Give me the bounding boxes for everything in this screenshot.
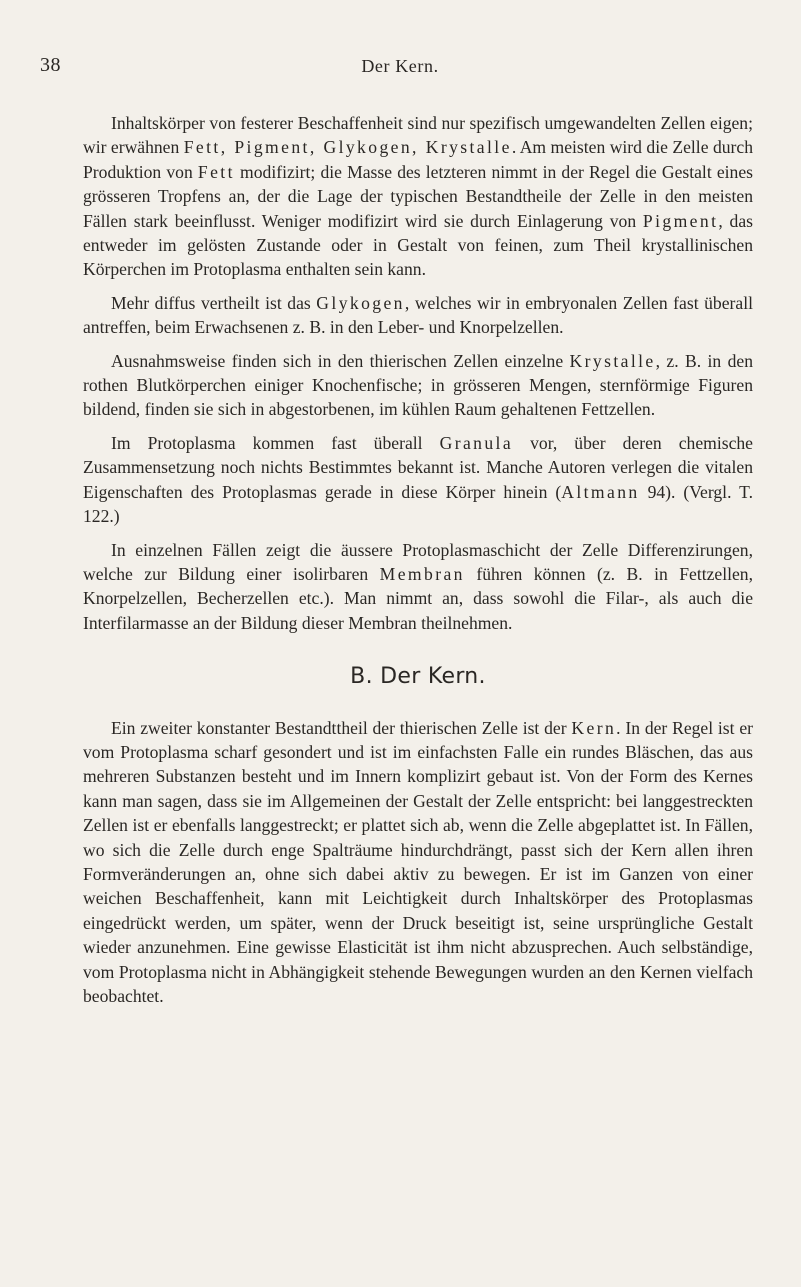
text-run: Ein zweiter konstanter Bestandttheil der thierischen Zelle ist der (111, 717, 572, 738)
emphasized-term: Kern (571, 717, 617, 738)
emphasized-term: Fett (197, 161, 235, 182)
text-run: . Am meisten wird die Zelle durch Produktion von (83, 137, 754, 182)
emphasized-term: Granula (439, 432, 514, 453)
paragraph (83, 111, 753, 282)
text-run: vor, über deren chemische Zusammensetzung noch nichts Bestimmtes bekannt ist. Manche Autoren verlegen die vitalen Eigenschaften des Protoplasmas gerade in diese Körper hinein ( (83, 432, 753, 502)
text-run: , das entweder im gelösten Zustande oder in Gestalt von feinen, zum Theil krystallinischen Körperchen im Protoplasma enthalten sein kann. (83, 210, 753, 280)
paragraph (83, 716, 753, 1009)
page-header (40, 54, 760, 84)
paragraph (83, 538, 753, 636)
body-text (83, 111, 753, 1008)
emphasized-term: Altmann (561, 481, 640, 502)
paragraph (83, 431, 753, 529)
text-run: Inhaltskörper von festerer Beschaffenheit sind nur spezifisch umgewandelten Zellen eigen; wir erwähnen (83, 113, 753, 158)
emphasized-term: Krystalle (569, 350, 656, 371)
section-heading: B. Der Kern. (350, 664, 486, 690)
text-run: Mehr diffus vertheilt ist das (111, 292, 317, 313)
paragraph (83, 291, 753, 340)
paragraph (83, 349, 753, 422)
text-run: führen können (z. B. in Fettzellen, Knorpelzellen, Becherzellen etc.). Man nimmt an, dass sowohl die Filar-, als auch die Interfilarmasse an der Bildung dieser Membran theilnehmen. (83, 563, 753, 633)
text-run: Im Protoplasma kommen fast überall (111, 432, 440, 453)
text-run: , welches wir in embryonalen Zellen fast überall antreffen, beim Erwachsenen z. B. in den Leber- und Knorpelzellen. (83, 292, 753, 338)
text-run: 94). (Vergl. T. 122.) (83, 481, 753, 527)
text-run: . In der Regel ist er vom Protoplasma scharf gesondert und ist im einfachsten Falle ein rundes Bläschen, das aus mehreren Substanzen besteht und im Innern komplizirt gebaut ist. Von der Form des Kernes kann man sagen, dass sie im Allgemeinen der Gestalt der Zelle entspricht: bei langgestreckten Zellen ist er ebenfalls langgestreckt; er plattet sich ab, wenn die Zelle abgeplattet ist. In Fällen, wo sich die Zelle durch enge Spalträume hindurchdrängt, passt sich der Kern allen ihren Formveränderungen an, ohne sich dabei aktiv zu bewegen. Er ist im Ganzen von einer weichen Beschaffenheit, kann mit Leichtigkeit durch Inhaltskörper des Protoplasmas eingedrückt werden, um später, wenn der Druck beseitigt ist, seine ursprüngliche Gestalt wieder anzunehmen. Eine gewisse Elasticität ist ihm nicht abzusprechen. Auch selbständige, vom Protoplasma nicht in Abhängigkeit stehende Bewegungen wurden an den Kernen vielfach beobachtet. (83, 717, 754, 1006)
emphasized-term: Membran (379, 563, 465, 584)
page-number: 38 (40, 54, 61, 76)
text-run: , z. B. in den rothen Blutkörperchen einiger Knochenfische; in grösseren Mengen, sternförmige Figuren bildend, finden sie sich in abgestorbenen, im kühlen Raum gehaltenen Fettzellen. (83, 350, 754, 420)
text-run: In einzelnen Fällen zeigt die äussere Protoplasmaschicht der Zelle Differenzirungen, welche zur Bildung einer isolirbaren (83, 539, 753, 584)
text-run: modifizirt; die Masse des letzteren nimmt in der Regel die Gestalt eines grösseren Tropfens an, der die Lage der typischen Bestandtheile der Zelle in den meisten Fällen stark beeinflusst. Weniger modifizirt wird sie durch Einlagerung von (83, 161, 754, 231)
text-run: Ausnahmsweise finden sich in den thierischen Zellen einzelne (111, 350, 570, 371)
running-head: Der Kern. (361, 56, 439, 76)
emphasized-term: Fett, Pigment, Glykogen, Krystalle (183, 137, 512, 158)
emphasized-term: Glykogen (316, 292, 405, 313)
emphasized-term: Pigment (642, 210, 719, 231)
